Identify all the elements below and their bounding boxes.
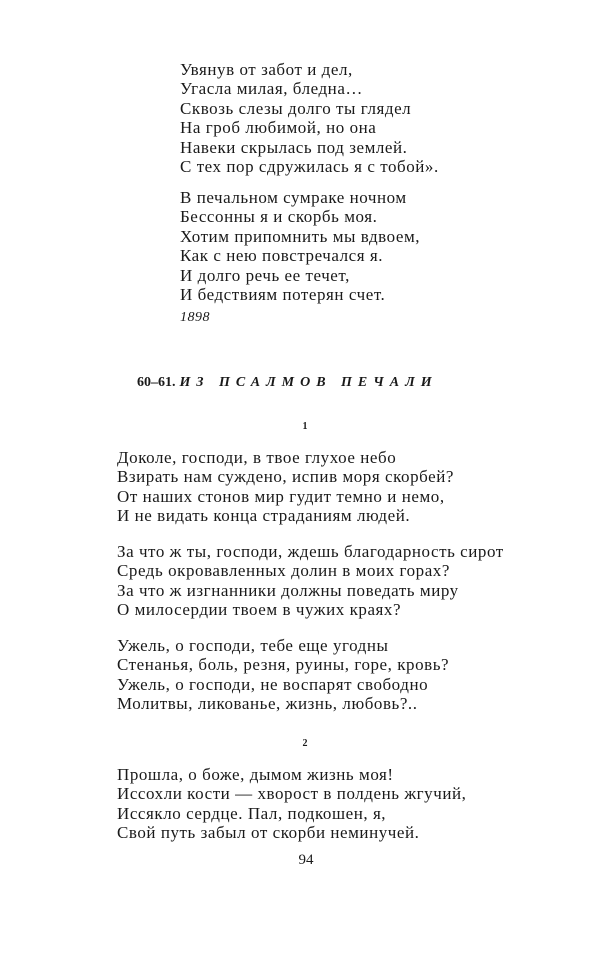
verse-line: Угасла милая, бледна… — [180, 79, 363, 99]
section-title: ИЗ ПСАЛМОВ ПЕЧАЛИ — [179, 375, 438, 390]
stanza — [117, 448, 454, 526]
verse-line: Доколе, господи, в твое глухое небо — [117, 448, 397, 467]
verse-line: Ужель, о господи, не воспарят свободно — [117, 674, 429, 694]
stanza — [117, 765, 466, 843]
verse-line: Молитвы, ликованье, жизнь, любовь?.. — [117, 694, 418, 714]
verse-line: Бессонны я и скорбь моя. — [180, 207, 378, 227]
section-number: 60–61. — [137, 375, 176, 390]
verse-line: Иссякло сердце. Пал, подкошен, я, — [117, 803, 387, 823]
verse-line: В печальном сумраке ночном — [180, 188, 407, 207]
stanza — [117, 636, 449, 714]
verse-line: Иссохли кости — хворост в полдень жгучий, — [117, 784, 467, 804]
verse-line: Навеки скрылась под землей. — [180, 137, 408, 157]
verse-line: От наших стонов мир гудит темно и немо, — [117, 486, 445, 506]
stanza — [180, 188, 420, 304]
verse-line: Увянув от забот и дел, — [180, 60, 353, 79]
verse-line: И бедствиям потерян счет. — [180, 284, 386, 304]
verse-line: И долго речь ее течет, — [180, 265, 350, 285]
verse-line: Сквозь слезы долго ты глядел — [180, 98, 412, 118]
part-number: 2 — [302, 738, 308, 749]
stanza — [117, 542, 504, 620]
verse-line: Взирать нам суждено, испив моря скорбей? — [117, 467, 454, 487]
verse-line: За что ж изгнанники должны поведать миру — [117, 580, 459, 600]
verse-line: Свой путь забыл от скорби неминучей. — [117, 823, 420, 843]
stanza — [180, 60, 439, 176]
verse-line: Как с нею повстречался я. — [180, 246, 384, 266]
verse-line: Ужель, о господи, тебе еще угодны — [117, 636, 389, 655]
verse-line: С тех пор сдружилась я с тобой». — [180, 156, 439, 176]
verse-line: Средь окровавленных долин в моих горах? — [117, 561, 450, 581]
verse-line: О милосердии твоем в чужих краях? — [117, 600, 402, 620]
verse-line: Прошла, о боже, дымом жизнь моя! — [117, 765, 394, 784]
page-number: 94 — [298, 852, 314, 868]
verse-line: Стенанья, боль, резня, руины, горе, кровь? — [117, 655, 450, 675]
part-number: 1 — [302, 421, 308, 432]
section-heading — [137, 375, 438, 391]
poem-date: 1898 — [180, 310, 210, 325]
verse-line: Хотим припомнить мы вдвоем, — [180, 226, 421, 246]
verse-line: И не видать конца страданиям людей. — [117, 506, 411, 526]
verse-line: На гроб любимой, но она — [180, 118, 377, 138]
verse-line: За что ж ты, господи, ждешь благодарность сирот — [117, 542, 504, 561]
